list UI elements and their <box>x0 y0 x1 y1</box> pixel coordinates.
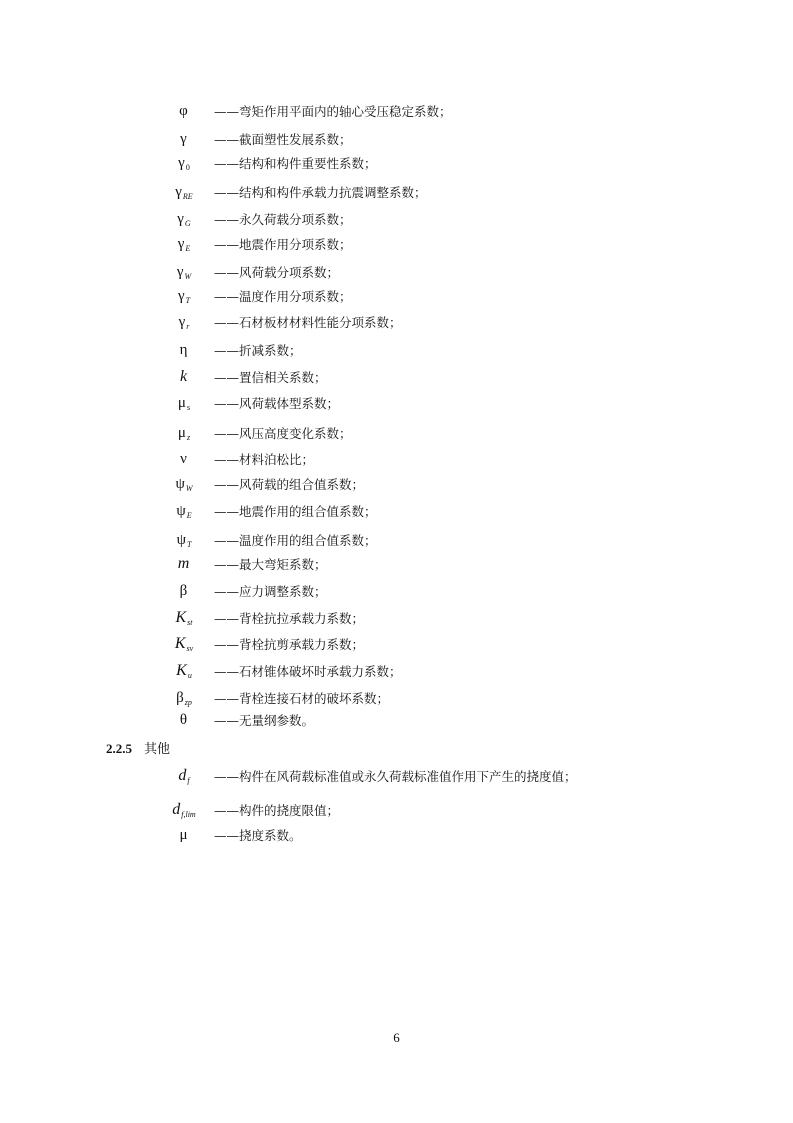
symbol-description: ——应力调整系数； <box>214 584 327 599</box>
symbol: φ <box>179 102 188 119</box>
symbol: $K_u$ <box>176 662 192 680</box>
symbol-description: ——温度作用的组合值系数； <box>214 533 377 548</box>
symbol-description: ——置信相关系数； <box>214 370 327 385</box>
symbol-description: ——石材锥体破坏时承载力系数； <box>214 664 402 679</box>
symbol: $\beta_{zp}$ <box>176 689 192 707</box>
page-number: 6 <box>393 1030 400 1045</box>
symbol: $d_f$ <box>178 767 190 785</box>
symbol: k <box>179 368 188 385</box>
symbol-description: ——结构和构件承载力抗震调整系数； <box>214 185 427 200</box>
section-number: 2.2.5 <box>106 741 132 756</box>
section-heading <box>106 738 170 757</box>
symbol: $\mu_s$ <box>177 394 191 412</box>
symbol-description: ——挠度系数。 <box>214 828 302 843</box>
symbol-description: ——石材板材材料性能分项系数； <box>214 315 402 330</box>
symbol-description: ——风荷载的组合值系数； <box>214 477 365 492</box>
symbol: $\gamma_E$ <box>177 235 191 253</box>
symbol: $\gamma_r$ <box>178 313 190 331</box>
symbol: $K_{st}$ <box>175 609 193 627</box>
symbol-description: ——无量纲参数。 <box>214 713 315 728</box>
symbol-description: ——弯矩作用平面内的轴心受压稳定系数； <box>214 104 452 119</box>
symbol: $\gamma_0$ <box>178 154 190 172</box>
symbol-description: ——背栓抗拉承载力系数； <box>214 611 365 626</box>
symbol-description: ——永久荷载分项系数； <box>214 212 352 227</box>
symbol: θ <box>179 711 188 728</box>
symbol: $\gamma_G$ <box>177 210 191 228</box>
symbol: η <box>179 341 188 358</box>
symbol: $\gamma_{RE}$ <box>175 183 193 201</box>
symbol-description: ——结构和构件重要性系数； <box>214 156 377 171</box>
symbol: $\gamma_T$ <box>177 287 191 305</box>
symbol-description: ——风压高度变化系数； <box>214 426 352 441</box>
symbol: $\psi_E$ <box>176 502 192 520</box>
section-title: 其他 <box>144 742 171 757</box>
symbol-description: ——最大弯矩系数； <box>214 557 327 572</box>
symbol-description: ——风荷载分项系数； <box>214 265 340 280</box>
symbol: $\psi_T$ <box>176 531 192 549</box>
symbol: m <box>177 555 190 572</box>
symbol-description: ——折减系数； <box>214 343 302 358</box>
symbol-description: ——温度作用分项系数； <box>214 289 352 304</box>
symbol: γ <box>180 130 187 147</box>
symbol-description: ——地震作用分项系数； <box>214 237 352 252</box>
symbol-description: ——背栓抗剪承载力系数； <box>214 637 365 652</box>
symbol: ν <box>180 450 187 467</box>
symbol: $d_{f,lim}$ <box>172 801 196 819</box>
symbol: μ <box>179 826 188 843</box>
symbol-description: ——截面塑性发展系数； <box>214 132 352 147</box>
symbol-description: ——地震作用的组合值系数； <box>214 504 377 519</box>
symbol-description: ——构件在风荷载标准值或永久荷载标准值作用下产生的挠度值； <box>214 769 577 784</box>
symbol-description: ——背栓连接石材的破坏系数； <box>214 691 390 706</box>
symbol: $K_{sv}$ <box>174 635 194 653</box>
symbol-description: ——构件的挠度限值； <box>214 803 340 818</box>
symbol: $\psi_W$ <box>175 475 193 493</box>
symbol-description: ——风荷载体型系数； <box>214 396 340 411</box>
symbol: β <box>179 582 188 599</box>
symbol: $\mu_z$ <box>177 424 191 442</box>
symbol-description: ——材料泊松比； <box>214 452 315 467</box>
symbol: $\gamma_W$ <box>176 263 192 281</box>
